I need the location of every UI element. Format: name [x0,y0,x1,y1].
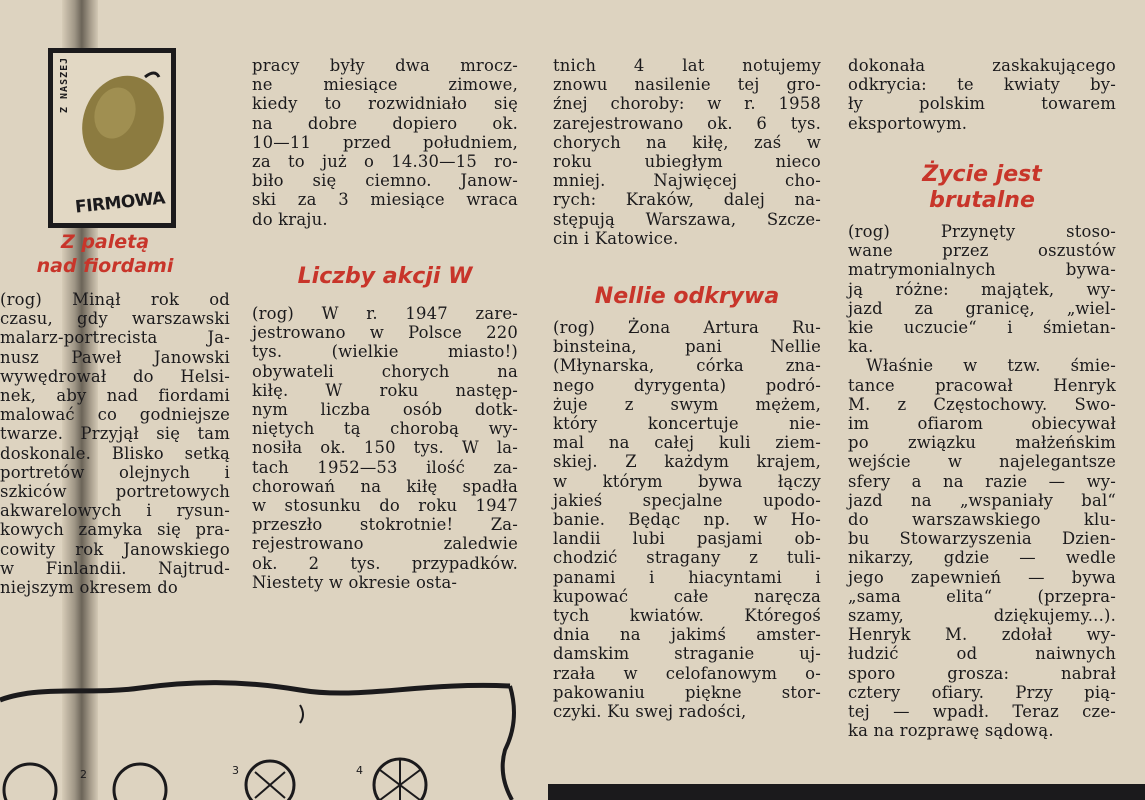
text-line: ski za 3 miesiące wraca [252,190,518,210]
text-line: 10—11 przed południem, [252,132,518,152]
text-line: doskonale. Blisko setką [0,443,230,463]
column-badge [48,48,176,228]
text-line: w stosunku do roku 1947 [252,496,518,516]
text-line: tych kwiatów. Któregoś [553,606,821,626]
text-line: mal na całej kuli ziem- [553,433,821,453]
text-line: który koncertuje nie- [553,414,821,434]
text-line: jestrowano w Polsce 220 [252,323,518,343]
text-line: chodzić stragany z tuli- [553,548,821,568]
heading-z-paleta [20,230,190,278]
text-line: (rog) Przynęty stoso- [848,222,1116,241]
illustration-number: 2 [80,768,87,781]
text-line: malować co godniejsze [0,405,230,425]
text-line: do kraju. [252,209,328,229]
text-line: ka. [848,337,874,357]
text-line: cowity rok Janowskiego [0,539,230,559]
text-line: po związku małżeńskim [848,433,1116,453]
text-line: biło się ciemno. Janow- [252,171,518,191]
text-line: malarz-portrecista Ja- [0,328,230,348]
text-line: banie. Będąc np. w Ho- [553,510,821,530]
text-line: obywateli chorych na [252,361,518,381]
text-line: przeszło stokrotnie! Za- [252,515,518,535]
text-line: czasu, gdy warszawski [0,309,230,329]
heading-nellie-odkrywa: Nellie odkrywa [594,284,780,309]
text-line: bu Stowarzyszenia Dzien- [848,529,1116,549]
text-line: nusz Paweł Janowski [0,347,230,367]
text-line: nym liczba osób dotk- [252,400,518,420]
text-line: sporo grosza: nabrał [848,663,1116,683]
text-line: nek, aby nad fiordami [0,386,230,406]
text-line: Niestety w okresie osta- [252,572,458,592]
text-line: jazd na „wspaniały bal“ [848,490,1116,510]
text-line: landii lubi pasjami ob- [553,529,821,549]
text-line: chorych na kiłę, zaś w [553,132,821,152]
text-line: dokonała zaskakującego [848,56,1116,75]
heading-line: Życie jest [922,162,1042,187]
text-line: łudzić od naiwnych [848,644,1116,664]
text-line: wejście w najelegantsze [848,452,1116,472]
text-line: (rog) W r. 1947 zare- [252,304,518,323]
text-line: niejszym okresem do [0,578,178,598]
text-line: (rog) Minął rok od [0,290,230,309]
text-line: tys. (wielkie miasto!) [252,342,518,362]
text-line: portretów olejnych i [0,462,230,482]
badge-side-text: Z NASZEJ [59,56,70,113]
text-line: tach 1952—53 ilość za- [252,457,518,477]
text-line: jego zapewnień — bywa [848,567,1116,587]
text-line: „sama elita“ (przepra- [848,586,1116,606]
text-line: nikarzy, gdzie — wedle [848,548,1116,568]
text-line: tnich 4 lat notujemy [553,56,821,75]
heading-zycie-jest-brutalne [848,162,1116,214]
text-line: kiedy to rozwidniało się [252,94,518,114]
text-line: znowu nasilenie tej gro- [553,75,821,95]
text-line: w Finlandii. Najtrud- [0,558,230,578]
text-line: za to już o 14.30—15 ro- [252,152,518,172]
text-line: sfery a na razie — wy- [848,471,1116,491]
text-line: akwarelowych i rysun- [0,501,230,521]
article-column-a [0,290,230,597]
text-line: mniej. Najwięcej cho- [553,171,821,191]
text-line: cin i Katowice. [553,228,679,248]
article-column-c-bottom [553,318,821,721]
article-column-d-top [848,56,1116,133]
text-line: twarze. Przyjął się tam [0,424,230,444]
heading-liczby-akcji: Liczby akcji W [297,264,473,289]
heading-line: brutalne [929,188,1035,213]
text-line: ją różne: majątek, wy- [848,279,1116,299]
text-line: wane przez oszustów [848,241,1116,261]
text-line: chorowań na kiłę spadła [252,476,518,496]
badge-label: FIRMOWA [74,188,166,218]
text-line: ka na rozprawę sądową. [848,721,1054,741]
article-column-b-bottom [252,304,518,592]
text-line: tance pracował Henryk [848,375,1116,395]
text-line: kie uczucie“ i śmietan- [848,318,1116,338]
text-line: zarejestrowano ok. 6 tys. [553,113,821,133]
text-line: nosiła ok. 150 tys. W la- [252,438,518,458]
text-line: Właśnie w tzw. śmie- [866,356,1116,376]
text-line: roku ubiegłym nieco [553,152,821,172]
text-line: jakieś specjalne upodo- [553,490,821,510]
text-line: ły polskim towarem [848,94,1116,114]
text-line: ne miesiące zimowe, [252,75,518,95]
bottom-black-bar [548,784,1145,800]
text-line: skiej. Z każdym krajem, [553,452,821,472]
text-line: odkrycia: te kwiaty by- [848,75,1116,95]
illustration-number: 3 [232,764,239,777]
text-line: kowych zamyka się pra- [0,520,230,540]
text-line: binsteina, pani Nellie [553,337,821,357]
text-line: dnia na jakimś amster- [553,625,821,645]
text-line: pracy były dwa mrocz- [252,56,518,75]
illustration-number: 4 [356,764,363,777]
text-line: rzała w celofanowym o- [553,663,821,683]
text-line: rych: Kraków, dalej na- [553,190,821,210]
text-line: kupować całe naręcza [553,586,821,606]
text-line: do warszawskiego klu- [848,510,1116,530]
text-line: żuje z swym mężem, [553,394,821,414]
text-line: (rog) Żona Artura Ru- [553,318,821,337]
text-line: w którym bywa łączy [553,471,821,491]
text-line: czyki. Ku swej radości, [553,702,747,722]
text-line: szamy, dziękujemy...). [848,606,1116,626]
text-line: Henryk M. zdołał wy- [848,625,1116,645]
lemon-illustration [53,63,171,183]
text-line: stępują Warszawa, Szcze- [553,209,821,229]
text-line: źnej choroby: w r. 1958 [553,94,821,114]
heading-line: Z paletą [60,231,150,253]
text-line: szkiców portretowych [0,482,230,502]
text-line: cztery ofiary. Przy pią- [848,682,1116,702]
text-line: panami i hiacyntami i [553,567,821,587]
text-line: wywędrował do Helsi- [0,366,230,386]
text-line: eksportowym. [848,113,968,133]
text-line: niętych tą chorobą wy- [252,419,518,439]
text-line: ok. 2 tys. przypadków. [252,553,518,573]
text-line: tej — wpadł. Teraz cze- [848,702,1116,722]
text-line: kiłę. W roku następ- [252,380,518,400]
article-column-b-top [252,56,518,229]
text-line: jazd za granicę, „wiel- [848,298,1116,318]
heading-line: nad fiordami [36,255,174,277]
text-line: rejestrowano zaledwie [252,534,518,554]
article-column-d-bottom [848,222,1116,740]
text-line: nego dyrygenta) podró- [553,375,821,395]
text-line: matrymonialnych bywa- [848,260,1116,280]
text-line: im ofiarom obiecywał [848,414,1116,434]
text-line: damskim straganie uj- [553,644,821,664]
text-line: (Młynarska, córka zna- [553,356,821,376]
article-column-c-top [553,56,821,248]
text-line: M. z Częstochowy. Swo- [848,394,1116,414]
text-line: na dobre dopiero ok. [252,113,518,133]
text-line: pakowaniu piękne stor- [553,682,821,702]
